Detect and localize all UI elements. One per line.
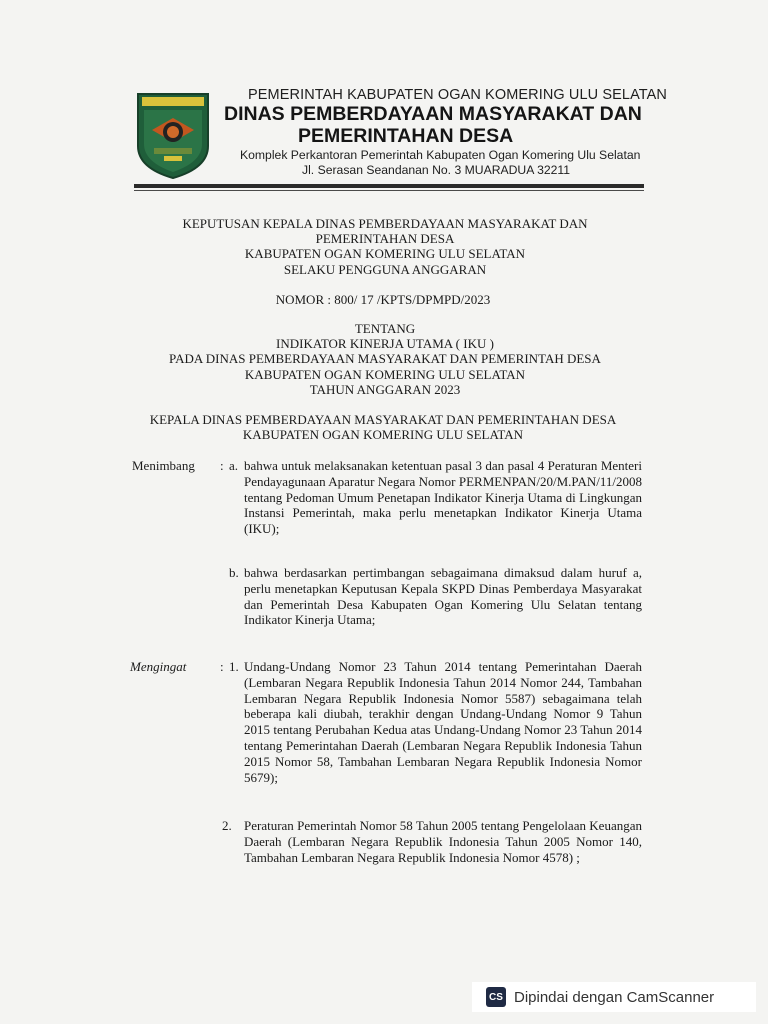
letterhead-divider-thin [134, 190, 644, 191]
regency-emblem-icon [134, 88, 212, 180]
menimbang-item-b: bahwa berdasarkan pertimbangan sebagaimana dimaksud dalam huruf a, perlu menetapkan Keputusan Kepala SKPD Dinas Pemberdaya Masyarakat dan Pemerintah Desa Kabupaten Ogan Komering Ulu Selatan tentang Indikator Kinerja Utama; [244, 565, 642, 628]
mengingat-marker-1: 1. [229, 659, 239, 674]
mengingat-marker-2: 2. [222, 818, 232, 833]
decree-title-line: PEMERINTAHAN DESA [315, 231, 455, 247]
camscanner-badge [472, 982, 756, 1012]
decree-title-line: KABUPATEN OGAN KOMERING ULU SELATAN [244, 246, 526, 262]
decree-issuer [118, 412, 648, 442]
decree-about-line: INDIKATOR KINERJA UTAMA ( IKU ) [276, 336, 494, 352]
agency-name-line2: PEMERINTAHAN DESA [298, 125, 514, 147]
camscanner-text: Dipindai dengan CamScanner [514, 988, 715, 1006]
address-line1: Komplek Perkantoran Pemerintah Kabupaten Ogan Komering Ulu Selatan [240, 148, 641, 162]
decree-about-line: KABUPATEN OGAN KOMERING ULU SELATAN [244, 366, 526, 382]
government-name: PEMERINTAH KABUPATEN OGAN KOMERING ULU SELATAN [248, 87, 667, 103]
decree-title-line: KEPUTUSAN KEPALA DINAS PEMBERDAYAAN MASYARAKAT DAN [182, 216, 588, 231]
decree-about [120, 321, 650, 397]
decree-title-line: SELAKU PENGGUNA ANGGARAN [283, 261, 487, 277]
decree-number: NOMOR : 800/ 17 /KPTS/DPMPD/2023 [275, 292, 491, 307]
decree-issuer-line: KEPALA DINAS PEMBERDAYAAN MASYARAKAT DAN PEMERINTAHAN DESA [149, 412, 617, 427]
letterhead-divider [134, 184, 644, 188]
decree-about-line: PADA DINAS PEMBERDAYAAN MASYARAKAT DAN PEMERINTAH DESA [169, 351, 601, 367]
mengingat-item-2: Peraturan Pemerintah Nomor 58 Tahun 2005 tentang Pengelolaan Keuangan Daerah (Lembaran Negara Republik Indonesia Tahun 2005 Nomor 140, Tambahan Lembaran Negara Republik Indonesia Nomor 4578) ; [244, 818, 642, 865]
decree-issuer-line: KABUPATEN OGAN KOMERING ULU SELATAN [242, 427, 524, 443]
mengingat-colon: : [220, 659, 224, 674]
mengingat-label: Mengingat [130, 659, 187, 674]
menimbang-colon: : [220, 458, 224, 473]
camscanner-icon: CS [486, 987, 506, 1007]
menimbang-marker-a: a. [229, 458, 239, 473]
decree-about-line: TENTANG [354, 321, 416, 336]
decree-about-line: TAHUN ANGGARAN 2023 [309, 381, 461, 397]
address-line2: Jl. Serasan Seandanan No. 3 MUARADUA 32211 [302, 163, 571, 177]
decree-title [120, 216, 650, 277]
menimbang-label: Menimbang [132, 458, 195, 473]
menimbang-marker-b: b. [229, 565, 239, 580]
agency-name-line1: DINAS PEMBERDAYAAN MASYARAKAT DAN [224, 103, 642, 125]
mengingat-item-1: Undang-Undang Nomor 23 Tahun 2014 tentang Pemerintahan Daerah (Lembaran Negara Republik Indonesia Tahun 2014 Nomor 244, Tambahan Lembaran Negara Republik Indonesia Nomor 5587) sebagaimana telah beberapa kali diubah, terakhir dengan Undang-Undang Nomor 9 Tahun 2015 tentang Perubahan Kedua atas Undang-Undang Nomor 23 Tahun 2014 tentang Pemerintahan Daerah (Lembaran Negara Republik Indonesia Tahun 2015 Nomor 58, Tambahan Lembaran Negara Republik Indonesia Nomor 5679); [244, 659, 642, 785]
menimbang-item-a: bahwa untuk melaksanakan ketentuan pasal 3 dan pasal 4 Peraturan Menteri Pendayagunaan Aparatur Negara Nomor PERMENPAN/20/M.PAN/11/2008 tentang Pedoman Umum Penetapan Indikator Kinerja Utama di Lingkungan Instansi Pemerintah, maka perlu menetapkan Indikator Kinerja Utama (IKU); [244, 458, 642, 537]
